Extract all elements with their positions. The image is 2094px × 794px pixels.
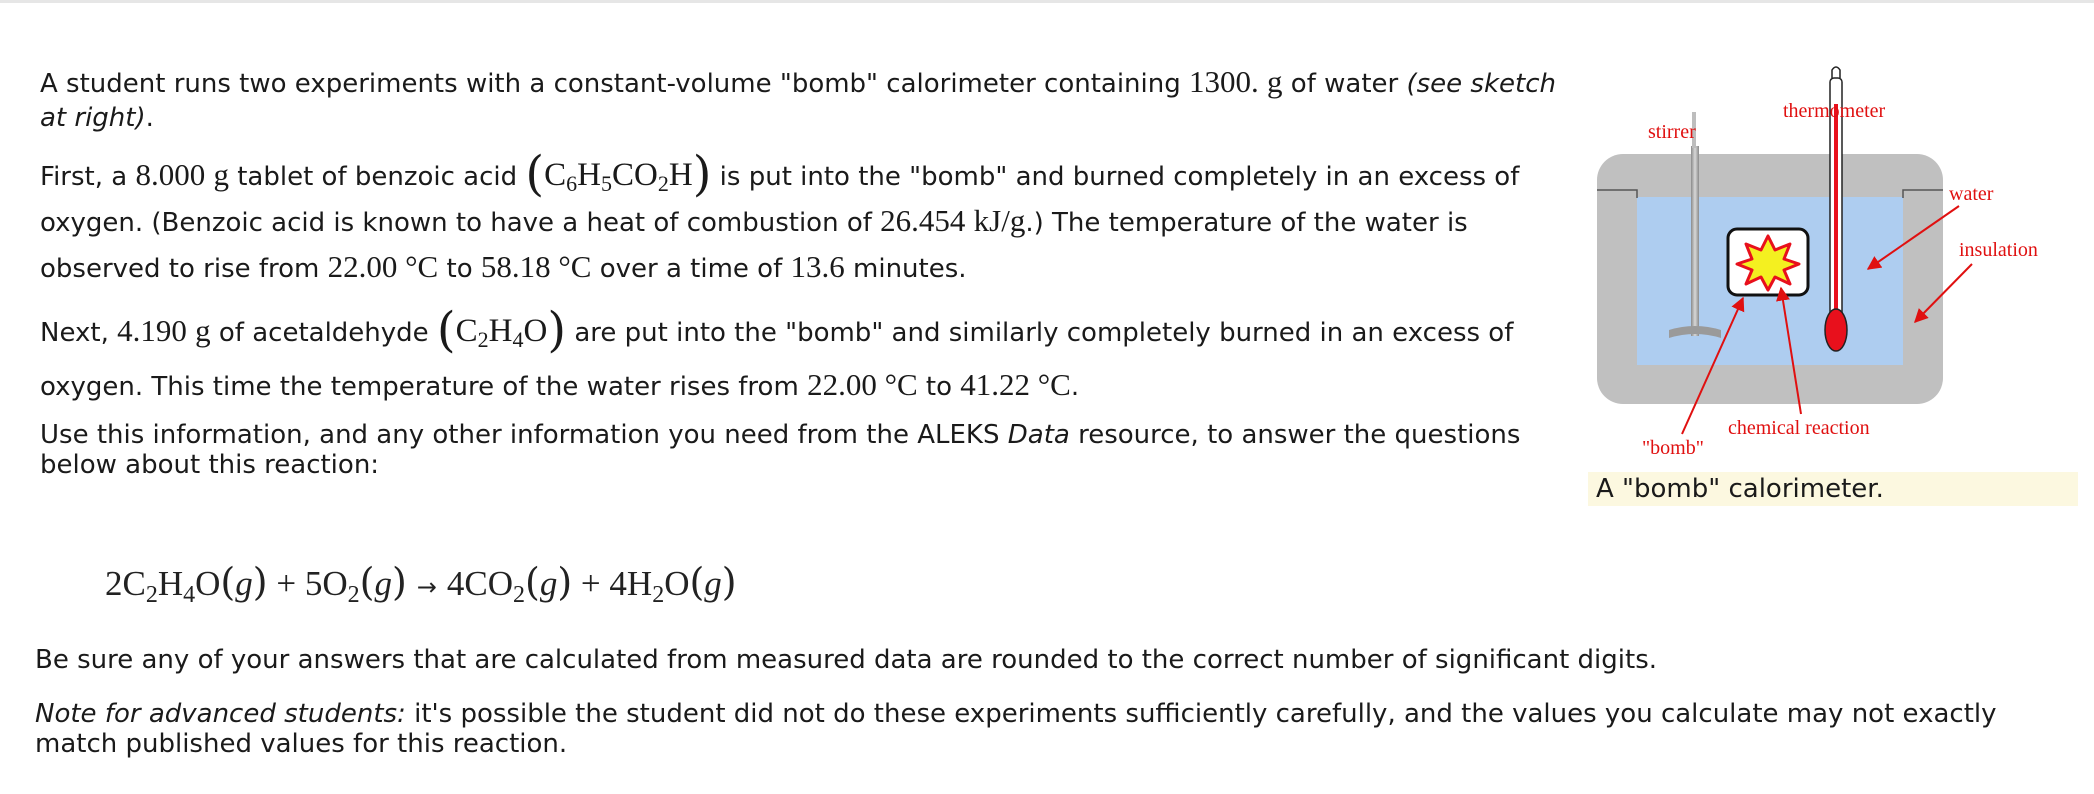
data-resource-link[interactable]: Data [1007, 419, 1070, 450]
figure-caption: A "bomb" calorimeter. [1588, 472, 2078, 506]
thermometer-bulb [1825, 309, 1847, 351]
use-information-paragraph: Use this information, and any other information you need from the ALEKS Data resource, to answer the questions below about this reaction: [40, 419, 1521, 480]
time-value: 13.6 [790, 248, 845, 284]
advanced-note-label: Note for advanced students: [35, 699, 406, 729]
thermometer-top [1832, 67, 1840, 78]
insulation-label: insulation [1959, 239, 2038, 261]
water-mass-unit: g [1267, 64, 1283, 99]
temp-initial-1: 22.00 °C [327, 248, 439, 284]
thermometer-label: thermometer [1783, 100, 1886, 122]
acetaldehyde-formula: $(C_2H_4O)$ [436, 301, 567, 358]
problem-statement [40, 62, 1580, 480]
benzoic-acid-formula: $(C_6H_5CO_2H)$ [525, 145, 712, 202]
bomb-calorimeter-diagram [1585, 62, 2085, 472]
chemical-reaction-label: chemical reaction [1728, 417, 1870, 439]
temp-initial-2: 22.00 °C [807, 366, 918, 402]
reaction-equation: $2C_2H_4O(g) + 5O_2(g) \to 4CO_2(g) + 4H_2O(g)$ [105, 560, 737, 608]
benzoic-mass-value: 8.000 [135, 156, 206, 192]
advanced-students-note: Note for advanced students: it's possible the student did not do these experiments sufficiently carefully, and the values you calculate may not exactly match published values for this reaction. [35, 699, 1997, 759]
acetaldehyde-mass-unit: g [195, 312, 211, 348]
experiment-2-paragraph: Next, 4.190 g of acetaldehyde $(C_2H_4O)$ are put into the "bomb" and similarly completely burned in an excess of oxygen. This time the temperature of the water rises from 22.00 °C to 41.22 °C. [40, 301, 1514, 402]
thermometer-mercury [1834, 104, 1838, 320]
temp-final-2: 41.22 °C [960, 366, 1071, 402]
water-label: water [1949, 183, 1994, 205]
heat-of-combustion-value: 26.454 [880, 202, 966, 238]
stirrer-shaft [1691, 146, 1699, 336]
stirrer-label: stirrer [1648, 121, 1696, 143]
top-border [0, 0, 2094, 3]
see-sketch-note: (see sketch at right) [40, 69, 1556, 133]
acetaldehyde-mass-value: 4.190 [117, 312, 187, 348]
experiment-1-paragraph: First, a 8.000 g tablet of benzoic acid $(C_6H_5CO_2H)$ is put into the "bomb" and burned completely in an excess of oxygen. (Benzoic acid is known to have a heat of combustion of 26.454 kJ/g.) The temperature of the water is observed to rise from 22.00 °C to 58.18 °C over a time of 13.6 minutes. [40, 145, 1520, 284]
benzoic-mass-unit: g [213, 156, 229, 192]
intro-paragraph: A student runs two experiments with a constant-volume "bomb" calorimeter containing 1300. g of water (see sketch at right). [40, 64, 1556, 133]
heat-of-combustion-unit: kJ/g [973, 202, 1026, 238]
significant-digits-note: Be sure any of your answers that are calculated from measured data are rounded to the correct number of significant digits. [35, 645, 1658, 675]
temp-final-1: 58.18 °C [480, 248, 592, 284]
reaction-arrow-icon: → [416, 573, 437, 601]
water-mass-value: 1300. [1189, 64, 1259, 99]
bomb-label: "bomb" [1642, 437, 1704, 459]
explosion-icon [1737, 236, 1799, 290]
